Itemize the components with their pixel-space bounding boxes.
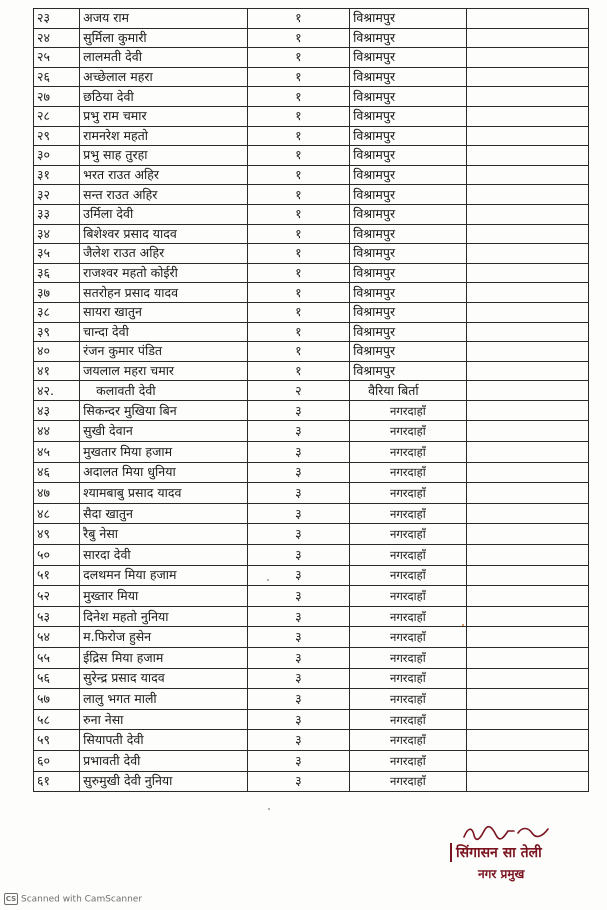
name-cell: श्यामबाबु प्रसाद यादव (80, 483, 248, 504)
ward-number-cell: १ (247, 165, 349, 185)
table-row (34, 565, 589, 586)
address-cell: विश्रामपुर (350, 224, 466, 244)
serial-number-cell: ३० (34, 146, 80, 166)
table-row (34, 48, 589, 68)
remarks-cell (466, 442, 588, 463)
ward-number-cell: २ (247, 381, 349, 401)
scan-speck (267, 579, 269, 581)
serial-number-cell: ३५ (34, 244, 80, 264)
ward-number-cell: ३ (247, 565, 349, 586)
name-cell: अदालत मिया धुनिया (80, 462, 248, 483)
name-cell: सैदा खातुन (80, 503, 248, 524)
serial-number-cell: ४६ (34, 462, 80, 483)
ward-number-cell: १ (247, 67, 349, 87)
ward-number-cell: ३ (247, 627, 349, 648)
ward-number-cell: १ (247, 87, 349, 107)
remarks-cell (466, 483, 588, 504)
serial-number-cell: ५९ (34, 730, 80, 751)
remarks-cell (466, 565, 588, 586)
ward-number-cell: ३ (247, 483, 349, 504)
address-cell: नगरदाहाँ (350, 771, 466, 792)
address-cell: विश्रामपुर (350, 48, 466, 68)
ward-number-cell: ३ (247, 586, 349, 607)
remarks-cell (466, 545, 588, 566)
name-cell: म.फिरोज हुसेन (80, 627, 248, 648)
serial-number-cell: २६ (34, 67, 80, 87)
name-cell: सिकन्दर मुखिया बिन (80, 400, 248, 421)
address-cell: नगरदाहाँ (350, 648, 466, 669)
address-cell: विश्रामपुर (350, 302, 466, 322)
name-cell: दिनेश महतो नुनिया (80, 606, 248, 627)
table-row (34, 106, 589, 126)
ward-number-cell: ३ (247, 462, 349, 483)
remarks-cell (466, 48, 588, 68)
scan-speck (462, 624, 464, 626)
remarks-cell (466, 771, 588, 792)
address-cell: नगरदाहाँ (350, 462, 466, 483)
serial-number-cell: ४७ (34, 483, 80, 504)
table-row (34, 361, 589, 381)
table-row (34, 342, 589, 362)
scanner-watermark (4, 893, 142, 906)
watermark-text: Scanned with CamScanner (21, 894, 143, 905)
ward-number-cell: १ (247, 106, 349, 126)
remarks-cell (466, 421, 588, 442)
remarks-cell (466, 342, 588, 362)
table-row (34, 283, 589, 303)
address-cell: नगरदाहाँ (350, 668, 466, 689)
remarks-cell (466, 322, 588, 342)
ward-number-cell: ३ (247, 730, 349, 751)
table-row (34, 730, 589, 751)
ward-number-cell: १ (247, 361, 349, 381)
table-row (34, 400, 589, 421)
address-cell: विश्रामपुर (350, 322, 466, 342)
serial-number-cell: ४९ (34, 524, 80, 545)
ward-number-cell: १ (247, 224, 349, 244)
remarks-cell (466, 381, 588, 401)
address-cell: विश्रामपुर (350, 146, 466, 166)
name-cell: सुरुमुखी देवी नुनिया (80, 771, 248, 792)
table-row (34, 750, 589, 771)
table-body (34, 9, 589, 792)
remarks-cell (466, 709, 588, 730)
serial-number-cell: २९ (34, 126, 80, 146)
remarks-cell (466, 185, 588, 205)
address-cell: विश्रामपुर (350, 283, 466, 303)
ward-number-cell: ३ (247, 606, 349, 627)
beneficiary-table (33, 8, 589, 792)
name-cell: अजय राम (80, 9, 248, 29)
address-cell: विश्रामपुर (350, 9, 466, 29)
remarks-cell (466, 462, 588, 483)
remarks-cell (466, 224, 588, 244)
ward-number-cell: १ (247, 28, 349, 48)
remarks-cell (466, 146, 588, 166)
remarks-cell (466, 730, 588, 751)
signatory-name: सिंगासन सा तेली (450, 843, 542, 862)
serial-number-cell: ३९ (34, 322, 80, 342)
camscanner-logo-icon: CS (5, 895, 17, 903)
table-row (34, 689, 589, 710)
address-cell: विश्रामपुर (350, 342, 466, 362)
table-row (34, 483, 589, 504)
serial-number-cell: ५८ (34, 709, 80, 730)
serial-number-cell: ४२. (34, 381, 80, 401)
address-cell: विश्रामपुर (350, 67, 466, 87)
remarks-cell (466, 283, 588, 303)
remarks-cell (466, 126, 588, 146)
serial-number-cell: २७ (34, 87, 80, 107)
name-cell: उर्मिला देवी (80, 204, 248, 224)
serial-number-cell: ३२ (34, 185, 80, 205)
table-row (34, 87, 589, 107)
address-cell: विश्रामपुर (350, 204, 466, 224)
serial-number-cell: ५२ (34, 586, 80, 607)
serial-number-cell: ५० (34, 545, 80, 566)
ward-number-cell: १ (247, 48, 349, 68)
name-cell: रुना नेसा (80, 709, 248, 730)
name-cell: सायरा खातुन (80, 302, 248, 322)
signature-scribble-icon (462, 825, 552, 841)
serial-number-cell: ४१ (34, 361, 80, 381)
serial-number-cell: ३८ (34, 302, 80, 322)
table-row (34, 648, 589, 669)
name-cell: रंजन कुमार पंडित (80, 342, 248, 362)
serial-number-cell: ६१ (34, 771, 80, 792)
address-cell: नगरदाहाँ (350, 400, 466, 421)
ward-number-cell: १ (247, 204, 349, 224)
serial-number-cell: २३ (34, 9, 80, 29)
ward-number-cell: ३ (247, 750, 349, 771)
table-row (34, 126, 589, 146)
remarks-cell (466, 9, 588, 29)
name-cell: भरत राउत अहिर (80, 165, 248, 185)
serial-number-cell: ३१ (34, 165, 80, 185)
table-row (34, 442, 589, 463)
ward-number-cell: ३ (247, 689, 349, 710)
name-cell: सतरोहन प्रसाद यादव (80, 283, 248, 303)
serial-number-cell: ३७ (34, 283, 80, 303)
ward-number-cell: ३ (247, 668, 349, 689)
serial-number-cell: ३३ (34, 204, 80, 224)
table-row (34, 146, 589, 166)
table-row (34, 421, 589, 442)
serial-number-cell: ५६ (34, 668, 80, 689)
name-cell: प्रभु राम चमार (80, 106, 248, 126)
address-cell: नगरदाहाँ (350, 689, 466, 710)
name-cell: सुखी देवान (80, 421, 248, 442)
ward-number-cell: ३ (247, 545, 349, 566)
name-cell: रैबु नेसा (80, 524, 248, 545)
remarks-cell (466, 106, 588, 126)
table-row (34, 9, 589, 29)
table-row (34, 771, 589, 792)
ward-number-cell: १ (247, 185, 349, 205)
address-cell: नगरदाहाँ (350, 586, 466, 607)
ward-number-cell: १ (247, 263, 349, 283)
scan-speck (268, 808, 270, 810)
address-cell: नगरदाहाँ (350, 503, 466, 524)
ward-number-cell: १ (247, 244, 349, 264)
table-row (34, 67, 589, 87)
name-cell: लालु भगत माली (80, 689, 248, 710)
signatory-title: नगर प्रमुख (478, 867, 525, 881)
remarks-cell (466, 302, 588, 322)
ward-number-cell: १ (247, 126, 349, 146)
table-row (34, 322, 589, 342)
ward-number-cell: १ (247, 322, 349, 342)
name-cell: सुर्मिला कुमारी (80, 28, 248, 48)
ward-number-cell: १ (247, 283, 349, 303)
table-row (34, 545, 589, 566)
remarks-cell (466, 750, 588, 771)
address-cell: विश्रामपुर (350, 361, 466, 381)
name-cell: बिशेश्वर प्रसाद यादव (80, 224, 248, 244)
remarks-cell (466, 648, 588, 669)
address-cell: नगरदाहाँ (350, 545, 466, 566)
address-cell: विश्रामपुर (350, 28, 466, 48)
address-cell: विश्रामपुर (350, 87, 466, 107)
remarks-cell (466, 67, 588, 87)
remarks-cell (466, 361, 588, 381)
serial-number-cell: ४३ (34, 400, 80, 421)
name-cell: रामनरेश महतो (80, 126, 248, 146)
remarks-cell (466, 627, 588, 648)
table-row (34, 606, 589, 627)
table-row (34, 524, 589, 545)
ward-number-cell: ३ (247, 503, 349, 524)
address-cell: नगरदाहाँ (350, 709, 466, 730)
name-cell: ईद्रिस मिया हजाम (80, 648, 248, 669)
ward-number-cell: १ (247, 302, 349, 322)
remarks-cell (466, 524, 588, 545)
name-cell: राजश्वर महतो कोईरी (80, 263, 248, 283)
name-cell: सन्त राउत अहिर (80, 185, 248, 205)
table-row (34, 709, 589, 730)
remarks-cell (466, 165, 588, 185)
serial-number-cell: ३६ (34, 263, 80, 283)
name-cell: मुखतार मिया हजाम (80, 442, 248, 463)
name-cell: जैलेश राउत अहिर (80, 244, 248, 264)
serial-number-cell: ५७ (34, 689, 80, 710)
table-row (34, 165, 589, 185)
address-cell: नगरदाहाँ (350, 606, 466, 627)
address-cell: नगरदाहाँ (350, 750, 466, 771)
table-row (34, 302, 589, 322)
serial-number-cell: २८ (34, 106, 80, 126)
name-cell: दलथमन मिया हजाम (80, 565, 248, 586)
ward-number-cell: ३ (247, 771, 349, 792)
remarks-cell (466, 263, 588, 283)
remarks-cell (466, 668, 588, 689)
name-cell: लालमती देवी (80, 48, 248, 68)
address-cell: नगरदाहाँ (350, 421, 466, 442)
table-row (34, 185, 589, 205)
ward-number-cell: १ (247, 146, 349, 166)
address-cell: विश्रामपुर (350, 263, 466, 283)
serial-number-cell: ५४ (34, 627, 80, 648)
table-row (34, 462, 589, 483)
name-cell: प्रभावती देवी (80, 750, 248, 771)
table-row (34, 263, 589, 283)
address-cell: नगरदाहाँ (350, 730, 466, 751)
remarks-cell (466, 689, 588, 710)
remarks-cell (466, 503, 588, 524)
serial-number-cell: ४० (34, 342, 80, 362)
ward-number-cell: ३ (247, 648, 349, 669)
ward-number-cell: १ (247, 9, 349, 29)
serial-number-cell: २४ (34, 28, 80, 48)
table-row (34, 244, 589, 264)
remarks-cell (466, 28, 588, 48)
name-cell: प्रभु साह तुरहा (80, 146, 248, 166)
serial-number-cell: ५५ (34, 648, 80, 669)
table-row (34, 627, 589, 648)
serial-number-cell: ४४ (34, 421, 80, 442)
name-cell: सुरेन्द्र प्रसाद यादव (80, 668, 248, 689)
ward-number-cell: ३ (247, 524, 349, 545)
address-cell: विश्रामपुर (350, 106, 466, 126)
ward-number-cell: ३ (247, 421, 349, 442)
table-row (34, 668, 589, 689)
address-cell: विश्रामपुर (350, 165, 466, 185)
address-cell: नगरदाहाँ (350, 565, 466, 586)
name-cell: छठिया देवी (80, 87, 248, 107)
remarks-cell (466, 204, 588, 224)
name-cell: जयलाल महरा चमार (80, 361, 248, 381)
ward-number-cell: ३ (247, 709, 349, 730)
name-cell: सियापती देवी (80, 730, 248, 751)
serial-number-cell: ६० (34, 750, 80, 771)
table-row (34, 204, 589, 224)
address-cell: नगरदाहाँ (350, 483, 466, 504)
address-cell: विश्रामपुर (350, 185, 466, 205)
official-signature (450, 825, 570, 887)
name-cell: सारदा देवी (80, 545, 248, 566)
address-cell: नगरदाहाँ (350, 442, 466, 463)
table-row (34, 224, 589, 244)
address-cell: वैरिया बिर्ता (350, 381, 466, 401)
address-cell: विश्रामपुर (350, 126, 466, 146)
address-cell: नगरदाहाँ (350, 524, 466, 545)
serial-number-cell: ५३ (34, 606, 80, 627)
table-row (34, 503, 589, 524)
name-cell: कलावती देवी (80, 381, 248, 401)
table-row (34, 28, 589, 48)
serial-number-cell: ४५ (34, 442, 80, 463)
remarks-cell (466, 586, 588, 607)
name-cell: अच्छेलाल महरा (80, 67, 248, 87)
serial-number-cell: ४८ (34, 503, 80, 524)
serial-number-cell: २५ (34, 48, 80, 68)
remarks-cell (466, 606, 588, 627)
address-cell: विश्रामपुर (350, 244, 466, 264)
ward-number-cell: १ (247, 342, 349, 362)
serial-number-cell: ५१ (34, 565, 80, 586)
table-row (34, 381, 589, 401)
ward-number-cell: ३ (247, 442, 349, 463)
name-cell: चान्दा देवी (80, 322, 248, 342)
remarks-cell (466, 400, 588, 421)
name-cell: मुख्तार मिया (80, 586, 248, 607)
ward-number-cell: ३ (247, 400, 349, 421)
remarks-cell (466, 87, 588, 107)
serial-number-cell: ३४ (34, 224, 80, 244)
remarks-cell (466, 244, 588, 264)
table-row (34, 586, 589, 607)
address-cell: नगरदाहाँ (350, 627, 466, 648)
